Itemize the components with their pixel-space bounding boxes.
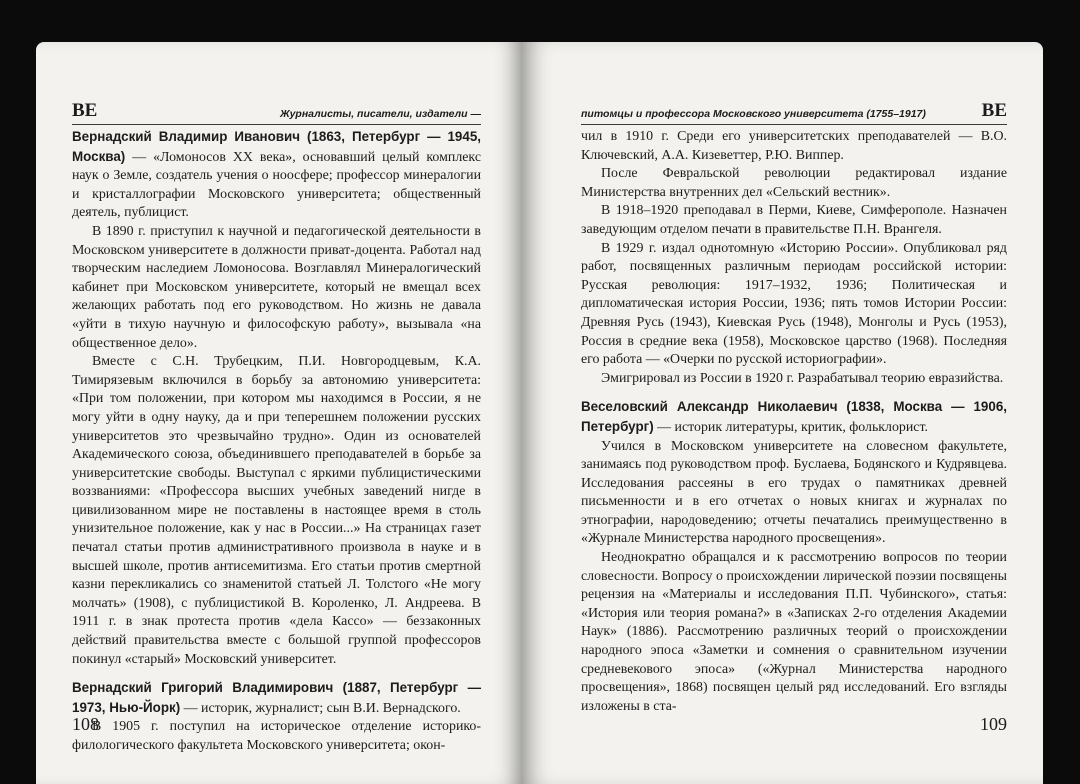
entry-intro: — историк литературы, критик, фольклорист. [653,419,928,435]
entry-intro: — историк, журналист; сын В.И. Вернадского. [180,700,461,716]
paragraph: После Февральской революции редактировал издание Министерства внутренних дел «Сельский вестник». [581,166,1007,200]
paragraph: Вместе с С.Н. Трубецким, П.И. Новгородцевым, К.А. Тимирязевым включился в борьбу за автономию университета: «При том положении, при котором мы находимся в России, я не могу уйти в одну науку, да и при теперешнем положении русских университетов это чрезвычайно трудно». Один из основателей Академического союза, объединившего преподавателей в борьбе за университетские свободы. Выступал с яркими публицистическими воззваниями: «Профессора высших учебных заведений нигде в цивилизованном мире не поставлены в настоящее время в столь унизительное положение, как у нас в России...» На страницах газет печатал статьи против административного произвола в науке и в высшей школе, против антисемитизма. Его статьи против смертной казни перекликались со знаменитой статьей Л. Толстого «Не могу молчать» (1908), с публицистикой В. Короленко, Л. Андреева. В 1911 г. в знак протеста против «дела Кассо» — беззаконных действий правительства вместе с большой группой профессоров покинул «старый» Московский университет. [72,354,481,667]
left-body-text [72,128,481,756]
right-head-letters: ВЕ [981,100,1007,121]
entry-headword: Вернадский Григорий Владимирович (1887, Петербург — 1973, Нью-Йорк) [72,680,481,715]
left-page [36,42,521,784]
paragraph: Неоднократно обращался и к рассмотрению вопросов по теории словесности. Вопросу о происхождении лирической поэзии посвящены рецензия на «Материалы и исследования П.П. Чубинского», статья: «История или теория романа?» в «Записках 2-го отделения Академии Наук» (1886). Рассмотрению различных теорий о происхождении народного эпоса «Заметки и сомнения о сравнительном изучении средневекового эпоса» («Журнал Министерства народного просвещения», 1868) посвящен целый ряд исследований. Его взгляды изложены в ста- [581,550,1007,714]
paragraph: В 1929 г. издал однотомную «Историю России». Опубликовал ряд работ, посвященных различным периодам российской истории: Русская революция: 1917–1932, 1936; Политическая и дипломатическая история России, 1936; пять томов Истории России: Древняя Русь (1943), Киевская Русь (1948), Монголы и Русь (1953), Россия в средние века (1958), Московское царство (1968). Последняя его работа — «Очерки по русской историографии». [581,240,1007,368]
left-head-letters: ВЕ [72,100,98,121]
right-body-text [581,128,1007,716]
left-running-title: Журналисты, писатели, издатели — [279,108,481,120]
paragraph: Эмигрировал из России в 1920 г. Разрабатывал теорию евразийства. [601,370,1004,386]
entry-intro: — «Ломоносов XX века», основавший целый комплекс наук о Земле, создатель учения о ноосфере; профессор минералогии и кристаллографии Московского университета; общественный деятель, публицист. [72,149,481,221]
page-number-left: 108 [72,714,99,734]
left-running-head [72,102,481,125]
right-page [521,42,1043,784]
entry-vernadsky-vladimir [72,128,481,223]
entry-headword: Вернадский Владимир Иванович (1863, Петербург — 1945, Москва) [72,129,481,164]
entry-vernadsky-grigory [72,679,481,718]
entry-headword: Веселовский Александр Николаевич (1838, Москва — 1906, Петербург) [581,399,1007,434]
page-number-right: 109 [980,714,1007,734]
paragraph: В 1918–1920 преподавал в Перми, Киеве, Симферополе. Назначен заведующим отделом печати в правительстве П.Н. Врангеля. [581,203,1007,237]
right-running-head [581,102,1007,125]
paragraph: Учился в Московском университете на словесном факультете, занимаясь под руководством проф. Буслаева, Бодянского и Кудрявцева. Исследования рассеяны в его трудах о памятниках древней письменности и в его отчетах о новых книгах и журналах по этнографии, народоведению; отчеты печатались преимущественно в «Журнале Министерства народного просвещения». [581,438,1007,547]
paragraph-continuation: чил в 1910 г. Среди его университетских преподавателей — В.О. Ключевский, А.А. Кизеветтер, Р.Ю. Виппер. [581,129,1007,163]
right-running-title: питомцы и профессора Московского университета (1755–1917) [581,108,926,120]
paragraph: В 1905 г. поступил на историческое отделение историко-филологического факультета Московского университета; окон- [72,719,481,753]
entry-veselovsky [581,398,1007,437]
paragraph: В 1890 г. приступил к научной и педагогической деятельности в Московском университете в должности приват-доцента. Работал над творческим наследием Ломоносова. Возглавлял Минералогический кабинет при Московском университете, который не вмещал всех желающих работать под его руководством. Но жизнь не давала «уйти в тихую научную и философскую работу», вызывала «на общественное дело». [72,223,481,351]
